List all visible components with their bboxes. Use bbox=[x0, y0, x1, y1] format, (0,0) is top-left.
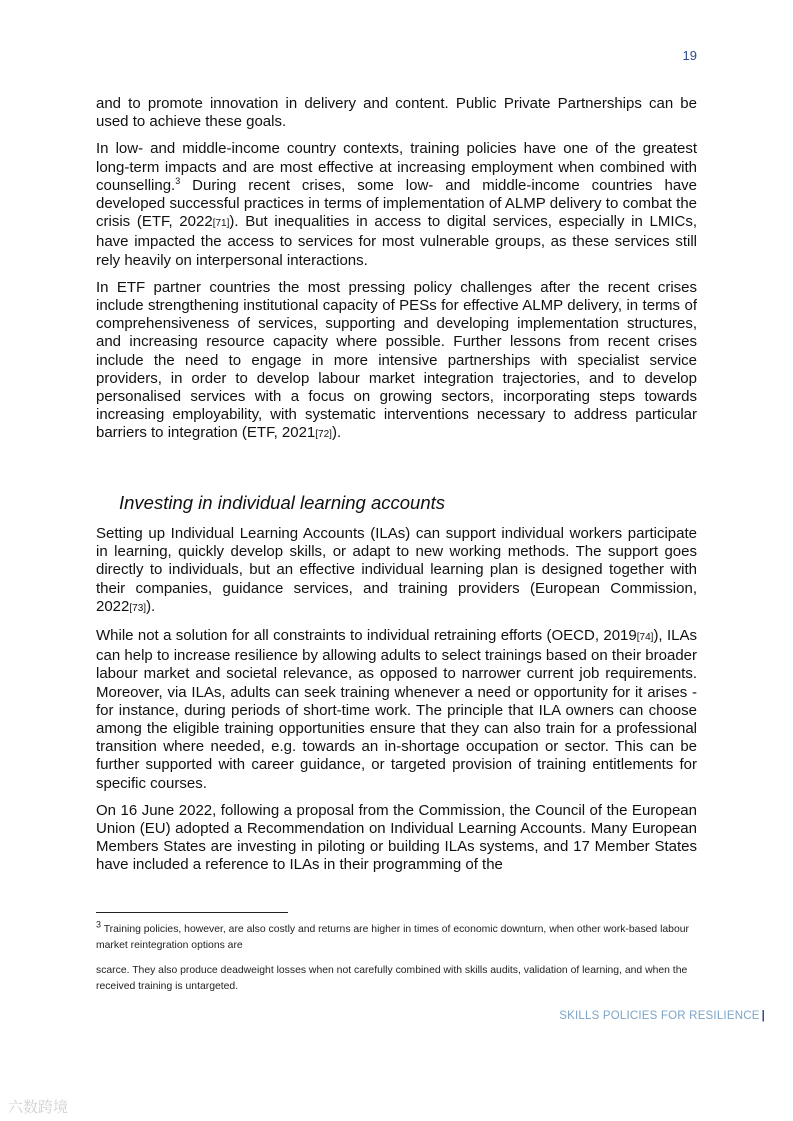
body-text-bottom bbox=[96, 525, 697, 884]
page-number: 19 bbox=[682, 48, 697, 63]
footnote-continuation bbox=[96, 963, 697, 995]
citation-ref: [72] bbox=[315, 429, 332, 441]
footer-separator: | bbox=[761, 1010, 765, 1022]
citation-ref: [71] bbox=[212, 218, 230, 230]
citation-ref: [74] bbox=[636, 632, 654, 644]
footnote-marker: 3 bbox=[96, 919, 102, 930]
text-run: During recent crises, some low- and middle-income countries have developed successful practices in terms of implementation of ALMP delivery to combat the crisis (ETF, 2022 bbox=[96, 176, 697, 231]
citation-ref: [73] bbox=[129, 602, 147, 614]
text-run: ). bbox=[331, 424, 342, 442]
text-run: ), ILAs can help to increase resilience by allowing adults to select trainings based on their broader labour market and societal relevance, as opposed to narrower current job requirements. Moreover, via ILAs, adults can seek training whenever a need or opportunity for it arises - for instance, during periods of short-time work. The principle that ILA owners can choose among the eligible training opportunities ensure that they can also train for a professional transition where needed, e.g. towards an in-shortage occupation or sector. This can be further supported with career guidance, or targeted provision of training entitlements for specific courses. bbox=[96, 627, 697, 792]
footnote-divider bbox=[96, 912, 288, 913]
footnote-text: scarce. They also produce deadweight losses when not carefully combined with skills audits, validation of learning, and when the received training is untargeted. bbox=[96, 965, 688, 992]
paragraph bbox=[96, 627, 697, 793]
section-heading: Investing in individual learning accounts bbox=[119, 492, 446, 513]
text-run: Setting up Individual Learning Accounts (ILAs) can support individual workers participate in learning, quickly develop skills, or adapt to new working methods. The support goes directly to individuals, but an effective individual learning plan is designed together with their companies, guidance services, and training providers (European Commission, 2022 bbox=[96, 525, 697, 615]
body-text-top bbox=[96, 95, 697, 454]
running-footer bbox=[559, 1010, 765, 1022]
text-run: ). bbox=[146, 597, 156, 615]
footnote-text: Training policies, however, are also costly and returns are higher in times of economic downturn, when other work-based labour market reintegration options are bbox=[96, 924, 689, 951]
text-run: and to promote innovation in delivery and content. Public Private Partnerships can be used to achieve these goals. bbox=[96, 95, 697, 131]
text-run: In ETF partner countries the most pressing policy challenges after the recent crises include strengthening institutional capacity of PESs for effective ALMP delivery, in terms of comprehensiveness of services, supporting and developing implementation structures, and increasing resource capacity where possible. Further lessons from recent crises include the need to engage in more intensive partnerships with specialist service providers, in order to develop labour market integration trajectories, and to develop personalised services with a focus on growing sectors, incorporating steps towards increasing employability, with systematic interventions necessary to address particular barriers to integration (ETF, 2021 bbox=[96, 278, 697, 442]
watermark: 六数跨境 bbox=[8, 1098, 69, 1116]
footnote-ref: 3 bbox=[175, 175, 181, 186]
text-run: In low- and middle-income country contexts, training policies have one of the greatest long-term impacts and are most effective at increasing employment when combined with counselling. bbox=[96, 140, 697, 194]
paragraph bbox=[96, 140, 697, 269]
paragraph bbox=[96, 95, 697, 131]
paragraph bbox=[96, 279, 697, 445]
text-run: ). But inequalities in access to digital services, especially in LMICs, have impacted the access to services for most vulnerable groups, as these services still rely heavily on interpersonal interactions. bbox=[96, 213, 697, 269]
paragraph bbox=[96, 525, 697, 618]
paragraph bbox=[96, 802, 697, 875]
text-run: While not a solution for all constraints to individual retraining efforts (OECD, 2019 bbox=[96, 627, 637, 645]
text-run: On 16 June 2022, following a proposal from the Commission, the Council of the European Union (EU) adopted a Recommendation on Individual Learning Accounts. Many European Members States are investing in piloting or building ILAs systems, and 17 Member States have included a reference to ILAs in their programming of the bbox=[96, 801, 697, 874]
footnote bbox=[96, 919, 697, 954]
footer-title: SKILLS POLICIES FOR RESILIENCE bbox=[559, 1010, 760, 1022]
